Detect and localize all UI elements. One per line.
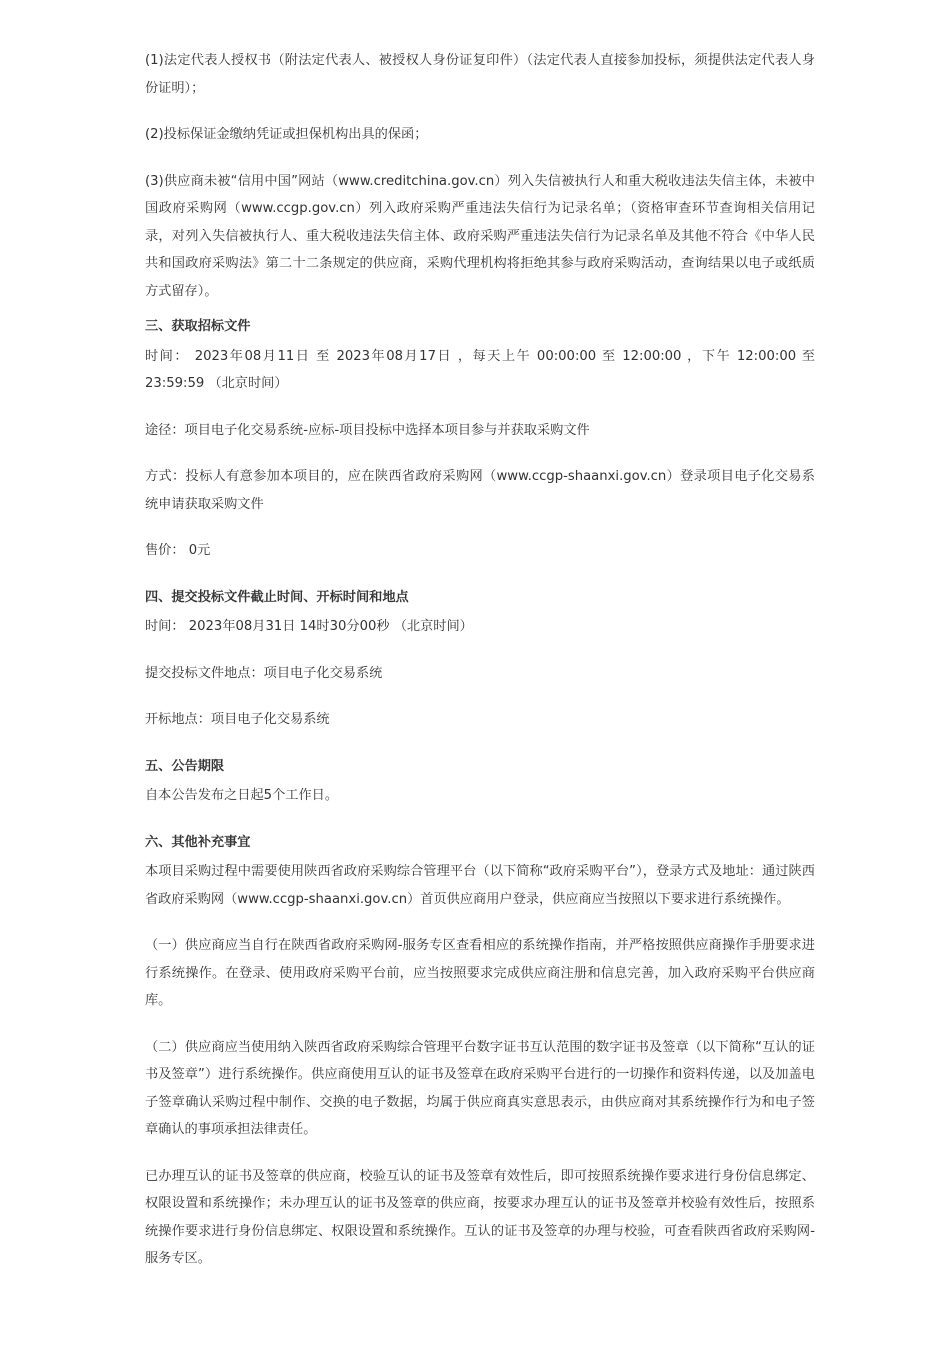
notice-period-text: 自本公告发布之日起5个工作日。 [145,788,339,803]
requirement-item-3: (3)供应商未被“信用中国”网站（www.creditchina.gov.cn）列入失信被执行人和重大税收违法失信主体，未被中国政府采购网（www.ccgp.gov.cn）列入政府采购严重违法失信行为记录名单；（资格审查环节查询相关信用记录，对列入失信被执行人、重大税收违法失信主体、政府采购严重违法失信行为记录名单及其他不符合《中华人民共和国政府采购法》第二十二条规定的供应商，采购代理机构将拒绝其参与政府采购活动，查询结果以电子或纸质方式留存）。 [145,173,815,299]
deadline-time: 时间： 2023年08月31日 14时30分00秒 （北京时间） [145,619,473,634]
section-heading-deadline: 四、提交投标文件截止时间、开标时间和地点 [145,589,409,605]
submit-location: 提交投标文件地点：项目电子化交易系统 [145,665,383,681]
obtain-route: 途径：项目电子化交易系统-应标-项目投标中选择本项目参与并获取采购文件 [145,422,590,438]
section-heading-supplementary: 六、其他补充事宜 [145,834,251,850]
obtain-method: 方式：投标人有意参加本项目的，应在陕西省政府采购网（www.ccgp-shaanxi.gov.cn）登录项目电子化交易系统申请获取采购文件 [145,469,815,512]
supplementary-intro: 本项目采购过程中需要使用陕西省政府采购综合管理平台（以下简称“政府采购平台”），登录方式及地址：通过陕西省政府采购网（www.ccgp-shaanxi.gov.cn）首页供应商用户登录，供应商应当按照以下要求进行系统操作。 [145,864,815,907]
section-heading-obtain-documents: 三、获取招标文件 [145,319,251,334]
supplementary-point-1: （一）供应商应当自行在陕西省政府采购网-服务专区查看相应的系统操作指南，并严格按照供应商操作手册要求进行系统操作。在登录、使用政府采购平台前，应当按照要求完成供应商注册和信息完善，加入政府采购平台供应商库。 [145,938,815,1008]
announcement-document [145,47,815,1273]
open-location: 开标地点：项目电子化交易系统 [145,712,330,727]
requirement-item-2: (2)投标保证金缴纳凭证或担保机构出具的保函； [145,127,428,142]
supplementary-point-3: 已办理互认的证书及签章的供应商，校验互认的证书及签章有效性后，即可按照系统操作要求进行身份信息绑定、权限设置和系统操作；未办理互认的证书及签章的供应商，按要求办理互认的证书及签章并校验有效性后，按照系统操作要求进行身份信息绑定、权限设置和系统操作。互认的证书及签章的办理与校验，可查看陕西省政府采购网-服务专区。 [145,1168,815,1266]
requirement-item-1: (1)法定代表人授权书（附法定代表人、被授权人身份证复印件）（法定代表人直接参加投标，须提供法定代表人身份证明）； [145,53,815,96]
document-price: 售价： 0元 [145,543,211,558]
section-heading-notice-period: 五、公告期限 [145,758,225,774]
obtain-time: 时间： 2023年08月11日 至 2023年08月17日 ，每天上午 00:00:00 至 12:00:00 ，下午 12:00:00 至 23:59:59 （北京时间） [145,348,815,391]
supplementary-point-2: （二）供应商应当使用纳入陕西省政府采购综合管理平台数字证书互认范围的数字证书及签章（以下简称“互认的证书及签章”）进行系统操作。供应商使用互认的证书及签章在政府采购平台进行的一切操作和资料传递，以及加盖电子签章确认采购过程中制作、交换的电子数据，均属于供应商真实意思表示，由供应商对其系统操作行为和电子签章确认的事项承担法律责任。 [145,1039,815,1137]
